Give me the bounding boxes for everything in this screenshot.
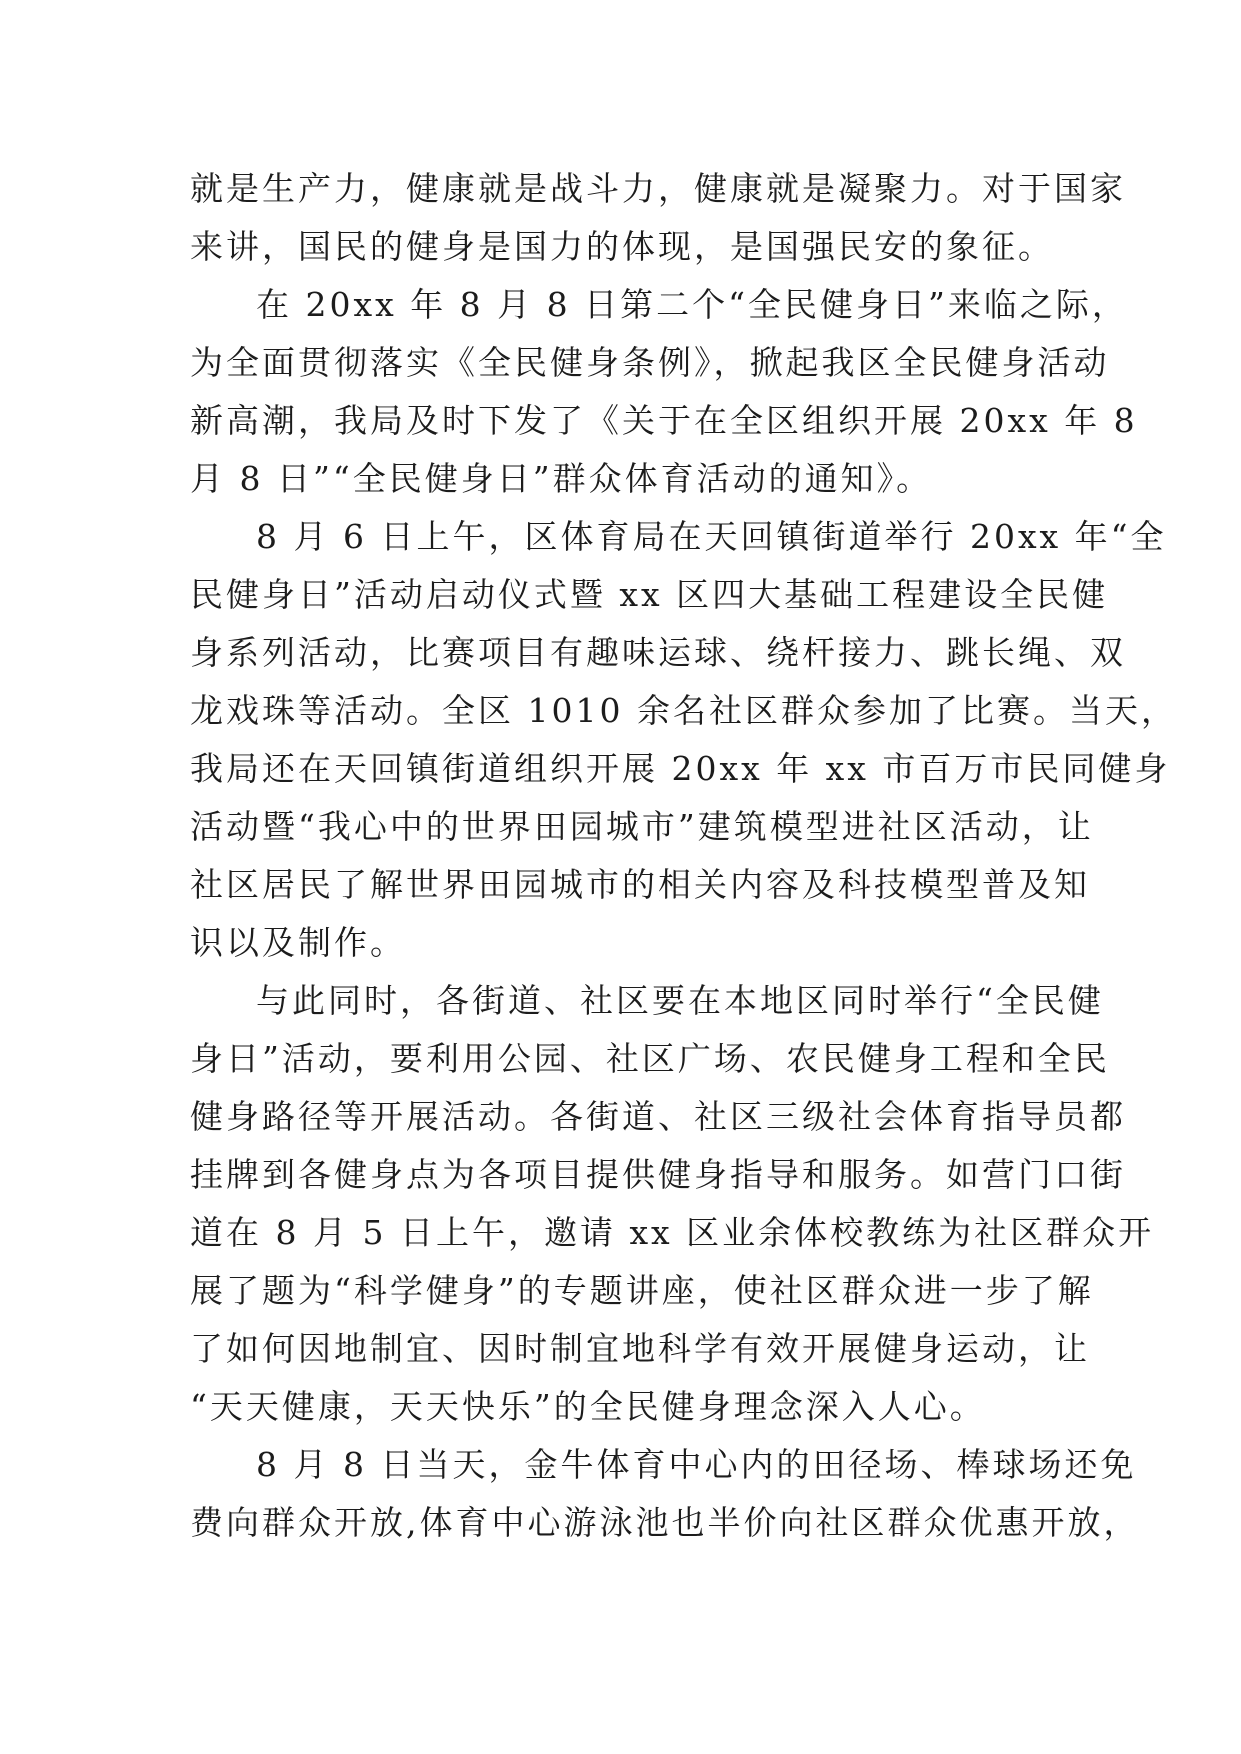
text-line: 健身路径等开展活动。各街道、社区三级社会体育指导员都 — [190, 1097, 1126, 1136]
text-line: 了如何因地制宜、因时制宜地科学有效开展健身运动，让 — [190, 1329, 1090, 1368]
text-line: 身日”活动，要利用公园、社区广场、农民健身工程和全民 — [190, 1039, 1110, 1078]
text-line: 道在 8 月 5 日上午，邀请 xx 区业余体校教练为社区群众开 — [190, 1213, 1155, 1252]
text-line: 为全面贯彻落实《全民健身条例》，掀起我区全民健身活动 — [190, 343, 1110, 382]
text-line: 在 20xx 年 8 月 8 日第二个“全民健身日”来临之际， — [256, 285, 1128, 324]
text-line: 新高潮，我局及时下发了《关于在全区组织开展 20xx 年 8 — [190, 401, 1138, 440]
text-line: “天天健康，天天快乐”的全民健身理念深入人心。 — [190, 1387, 986, 1426]
paragraph-3 — [190, 508, 1177, 972]
text-line: 8 月 6 日上午，区体育局在天回镇街道举行 20xx 年“全 — [256, 517, 1167, 556]
text-line: 展了题为“科学健身”的专题讲座，使社区群众进一步了解 — [190, 1271, 1094, 1310]
text-line: 与此同时，各街道、社区要在本地区同时举行“全民健 — [256, 981, 1104, 1020]
text-line: 社区居民了解世界田园城市的相关内容及科技模型普及知 — [190, 865, 1090, 904]
paragraph-2 — [190, 276, 1138, 508]
text-line: 8 月 8 日当天，金牛体育中心内的田径场、棒球场还免 — [256, 1445, 1137, 1484]
text-line: 我局还在天回镇街道组织开展 20xx 年 xx 市百万市民同健身 — [190, 749, 1171, 788]
text-line: 费向群众开放,体育中心游泳池也半价向社区群众优惠开放， — [190, 1503, 1140, 1542]
text-line: 挂牌到各健身点为各项目提供健身指导和服务。如营门口街 — [190, 1155, 1126, 1194]
text-line: 来讲，国民的健身是国力的体现，是国强民安的象征。 — [190, 227, 1054, 266]
paragraph-4 — [190, 972, 1155, 1436]
text-line: 民健身日”活动启动仪式暨 xx 区四大基础工程建设全民健 — [190, 575, 1109, 614]
text-line: 活动暨“我心中的世界田园城市”建筑模型进社区活动，让 — [190, 807, 1094, 846]
text-line: 月 8 日”“全民健身日”群众体育活动的通知》。 — [190, 459, 933, 498]
document-body — [190, 160, 1177, 1552]
text-line: 身系列活动，比赛项目有趣味运球、绕杆接力、跳长绳、双 — [190, 633, 1126, 672]
paragraph-5 — [190, 1436, 1140, 1552]
paragraph-1 — [190, 160, 1126, 276]
text-line: 龙戏珠等活动。全区 1010 余名社区群众参加了比赛。当天， — [190, 691, 1177, 730]
text-line: 就是生产力，健康就是战斗力，健康就是凝聚力。对于国家 — [190, 169, 1126, 208]
text-line: 识以及制作。 — [190, 923, 406, 962]
